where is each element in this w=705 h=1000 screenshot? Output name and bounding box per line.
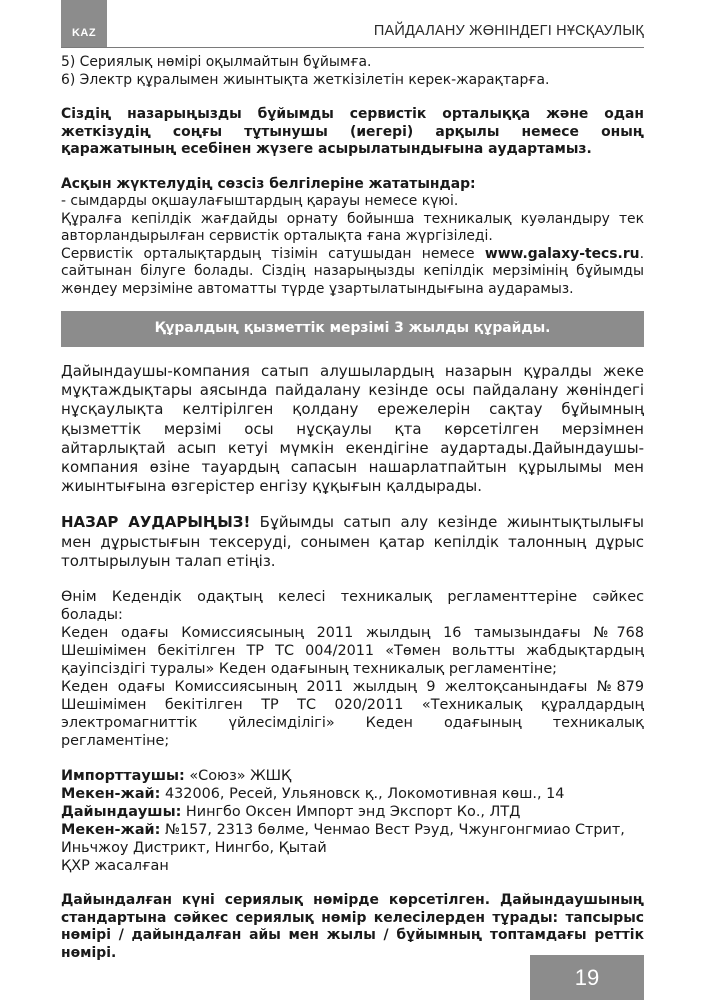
manufacturer-paragraph: Дайындаушы-компания сатып алушылардың назарын құралды жеке мұқтаждықтары аясында пайдалану кезінде осы пайдалану жөніндегі нұсқаулықта келтірілген қолдану ережелерін сақтау бұйымның қызметтік мерзімі осы нұсқаулы қта көрсетілген мерзімнен айтарлықтай асып кетуі мүмкін екендігіне аудартады.Дайындаушы-компания өзіне тауардың сапасын нашарлатпайтын құрылымы мен жиынтығына өзгерістер енгізу құқығын қалдырады. <box>61 362 644 496</box>
list-item-5: 5) Сериялық нөмірі оқылмайтын бұйымға. <box>61 54 372 70</box>
manufacturer-line <box>61 803 644 821</box>
origin-line: ҚХР жасалған <box>61 858 169 875</box>
attention-paragraph <box>61 513 644 571</box>
service-list-text: Сервистік орталықтардың тізімін сатушыдан немесе <box>61 245 485 262</box>
serial-number-note: Дайындалған күні сериялық нөмірде көрсетілген. Дайындаушының стандартына сәйкес сериялық нөмір келесілерден тұрады: тапсырыс нөмірі / дайындалған айы мен жылы / бұйымның топтамдағы реттік нөмірі. <box>61 892 644 961</box>
regulation-879: Кеден одағы Комиссиясының 2011 жылдың 9 желтоқсанындағы №879 Шешімімен бекітілген ТР ТС 020/2011 «Техникалық құралдардың электромагниттік үйлесімділігі» Кеден одағының техникалық регламентіне; <box>61 679 644 750</box>
importer-value: «Союз» ЖШҚ <box>184 768 292 785</box>
attention-label: НАЗАР АУДАРЫҢЫЗ! <box>61 513 251 532</box>
header-divider <box>61 47 644 48</box>
page-content <box>61 54 644 962</box>
importer-line <box>61 767 644 785</box>
language-tab: KAZ <box>61 0 107 48</box>
overload-line-2: Құралға кепілдік жағдайды орнату бойынша техникалық куәландыру тек авторландырылған сервистік орталықта ғана жүргізіледі. <box>61 210 644 244</box>
regulation-intro: Өнім Кедендік одақтың келесі техникалық регламенттеріне сәйкес болады: <box>61 589 644 624</box>
importer-address: 432006, Ресей, Ульяновск қ., Локомотивная көш., 14 <box>160 786 565 803</box>
contacts-block <box>61 767 644 875</box>
overload-line-3 <box>61 246 644 299</box>
address-label: Мекен-жай: <box>61 822 161 839</box>
page-number: 19 <box>530 955 644 1000</box>
service-list-text-cont: . сайтынан білуге болады. Сіздің назарыңызды кепілдік мерзімінің бұйымды жөндеу мерзіміне автоматты түрде ұзартылатындығына аударамыз. <box>61 245 644 297</box>
manufacturer-label: Дайындаушы: <box>61 804 182 821</box>
attention-text: Бұйымды сатып алу кезінде жиынтықтылығы мен дұрыстығын тексеруді, сонымен қатар кепілдік талонның дұрыс толтырылуын талап етіңіз. <box>61 513 645 570</box>
page-header-title: ПАЙДАЛАНУ ЖӨНІНДЕГІ НҰСҚАУЛЫҚ <box>373 23 644 39</box>
manufacturer-address-line <box>61 821 644 857</box>
overload-heading: Асқын жүктелудің сөзсіз белгілеріне жататындар: <box>61 175 476 192</box>
regulation-768: Кеден одағы Комиссиясының 2011 жылдың 16 тамызындағы №768 Шешімімен бекітілген ТР ТС 004/2011 «Төмен вольтты жабдықтардың қауіпсіздігі туралы» Кеден одағының техникалық регламентіне; <box>61 625 644 678</box>
list-item-6: 6) Электр құралымен жиынтықта жеткізілетін керек-жарақтарға. <box>61 71 550 88</box>
importer-address-line <box>61 785 644 803</box>
address-label: Мекен-жай: <box>61 786 161 803</box>
website-link[interactable]: www.galaxy-tecs.ru <box>484 245 640 262</box>
manufacturer-address: №157, 2313 бөлме, Ченмао Вест Рэуд, Чжунгонгмиао Стрит, Иньчжоу Дистрикт, Нингбо, Қытай <box>61 822 625 857</box>
importer-label: Импорттаушы: <box>61 768 185 785</box>
manufacturer-value: Нингбо Оксен Импорт энд Экспорт Ко., ЛТД <box>181 804 521 821</box>
service-delivery-note: Сіздің назарыңызды бұйымды сервистік орталыққа және одан жеткізудің соңғы тұтынушы (иегері) арқылы немесе оның қаражатының есебінен жүзеге асырылатындығына аудартамыз. <box>61 106 644 157</box>
overload-line-1: - сымдарды оқшаулағыштардың қарауы немесе күюі. <box>61 193 459 209</box>
service-life-banner: Құралдың қызметтік мерзімі 3 жылды құрайды. <box>61 311 644 347</box>
regulations-block <box>61 588 644 750</box>
